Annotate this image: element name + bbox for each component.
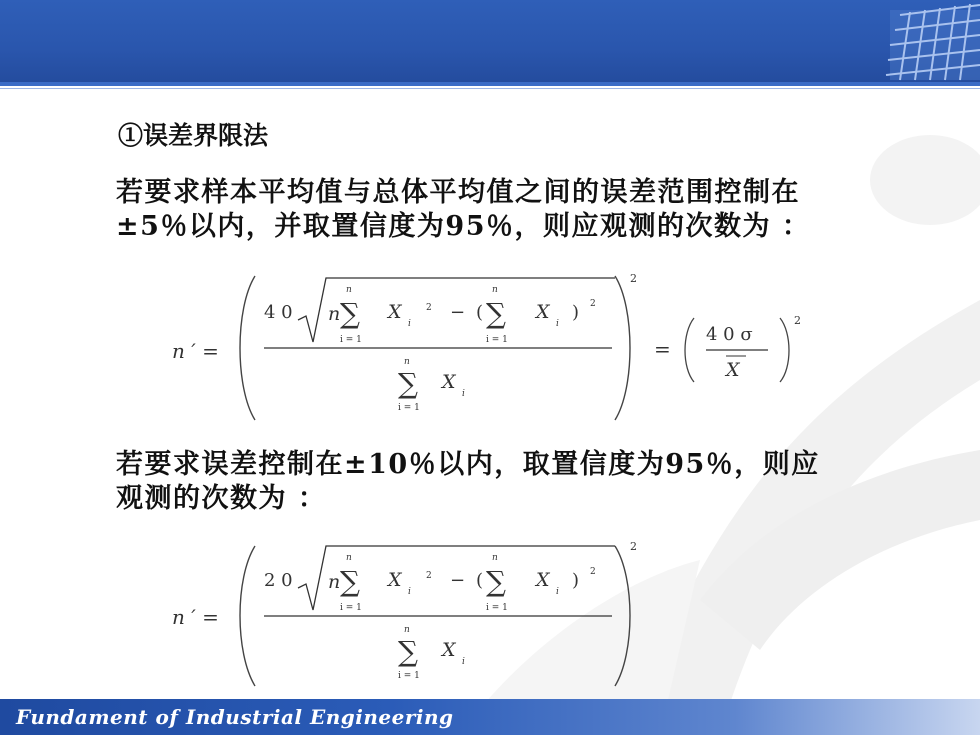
formula-1-sum1: ∑ — [340, 297, 360, 330]
formula-1-x2: X — [536, 301, 550, 323]
formula-1-x1: X — [388, 301, 402, 323]
header-divider — [0, 82, 980, 86]
formula-1-sum1-top: n — [346, 285, 352, 295]
formula-1-sq2: 2 — [590, 299, 596, 309]
formula-2-sum1: ∑ — [340, 565, 360, 598]
formula-1-minus: − — [450, 302, 466, 323]
formula-1-outer-square: 2 — [630, 272, 637, 285]
paragraph-2-line-2: 观测的次数为 ： — [116, 483, 327, 514]
formula-1-den-sum: ∑ — [398, 367, 418, 400]
header-divider-thin — [0, 88, 980, 89]
formula-1-sum2: ∑ — [486, 297, 506, 330]
formula-2-outer-square: 2 — [630, 540, 637, 553]
formula-2-sq1: 2 — [426, 571, 432, 581]
formula-1-left-paren — [240, 276, 255, 420]
formula-1-rhs-rparen — [780, 318, 789, 382]
header-bar — [0, 0, 980, 82]
formula-1-sum2-bottom: i = 1 — [486, 335, 508, 345]
formula-1-rhs-square: 2 — [794, 314, 801, 327]
formula-2-den-sub: i — [462, 657, 465, 667]
formula-1-sq1: 2 — [426, 303, 432, 313]
paragraph-1 — [116, 176, 931, 244]
formula-1-coefficient: 4 0 — [264, 302, 293, 323]
formula-2-sum2: ∑ — [486, 565, 506, 598]
formula-1-equals: = — [654, 337, 671, 361]
formula-2-coefficient: 2 0 — [264, 570, 293, 591]
formula-1-lhs: n ′ = — [172, 339, 219, 363]
formula-2-sum2-bottom: i = 1 — [486, 603, 508, 613]
formula-1-sub2: i — [556, 319, 559, 329]
formula-2-den-sum: ∑ — [398, 635, 418, 668]
formula-1-rhs-numerator: 4 0 σ — [706, 324, 753, 345]
formula-2 — [160, 538, 660, 693]
formula-2-sum1-top: n — [346, 553, 352, 563]
footer-title: Fundament of Industrial Engineering — [16, 705, 454, 729]
formula-2-den-sum-bottom: i = 1 — [398, 671, 420, 681]
formula-1-rhs-lparen — [685, 318, 694, 382]
formula-2-left-paren — [240, 546, 255, 686]
formula-2-n: n — [328, 571, 341, 593]
formula-2-right-paren — [615, 546, 630, 686]
formula-2-lparen: ( — [476, 570, 484, 591]
formula-2-sub2: i — [556, 587, 559, 597]
formula-1-lparen: ( — [476, 302, 484, 323]
formula-1-n: n — [328, 303, 341, 325]
formula-2-rparen: ) — [572, 570, 580, 591]
formula-2-x1: X — [388, 569, 402, 591]
formula-2-sum1-bottom: i = 1 — [340, 603, 362, 613]
formula-2-lhs: n ′ = — [172, 605, 219, 629]
formula-1-sum2-top: n — [492, 285, 498, 295]
formula-2-den-sum-top: n — [404, 625, 410, 635]
formula-1-den-sum-top: n — [404, 357, 410, 367]
paragraph-1-line-1: 若要求样本平均值与总体平均值之间的误差范围控制在 — [116, 177, 800, 208]
paragraph-2 — [116, 448, 931, 516]
formula-2-sq2: 2 — [590, 567, 596, 577]
formula-1-right-paren — [615, 276, 630, 420]
formula-1 — [160, 268, 820, 428]
paragraph-1-line-2: ±5％以内，并取置信度为95％，则应观测的次数为 ： — [116, 211, 811, 242]
formula-1-den-sum-bottom: i = 1 — [398, 403, 420, 413]
formula-2-minus: − — [450, 570, 466, 591]
formula-2-sum2-top: n — [492, 553, 498, 563]
formula-1-den-sub: i — [462, 389, 465, 399]
formula-2-sub1: i — [408, 587, 411, 597]
formula-1-sub1: i — [408, 319, 411, 329]
formula-1-rparen: ) — [572, 302, 580, 323]
formula-2-x2: X — [536, 569, 550, 591]
footer-bar — [0, 699, 980, 735]
formula-1-den-x: X — [442, 371, 456, 393]
paragraph-2-line-1: 若要求误差控制在±10％以内，取置信度为95％，则应 — [116, 449, 820, 480]
formula-1-rhs-denominator: X — [726, 359, 740, 381]
keyboard-image-icon — [860, 0, 980, 82]
section-heading: ①误差界限法 — [118, 121, 269, 150]
formula-2-den-x: X — [442, 639, 456, 661]
formula-1-sum1-bottom: i = 1 — [340, 335, 362, 345]
